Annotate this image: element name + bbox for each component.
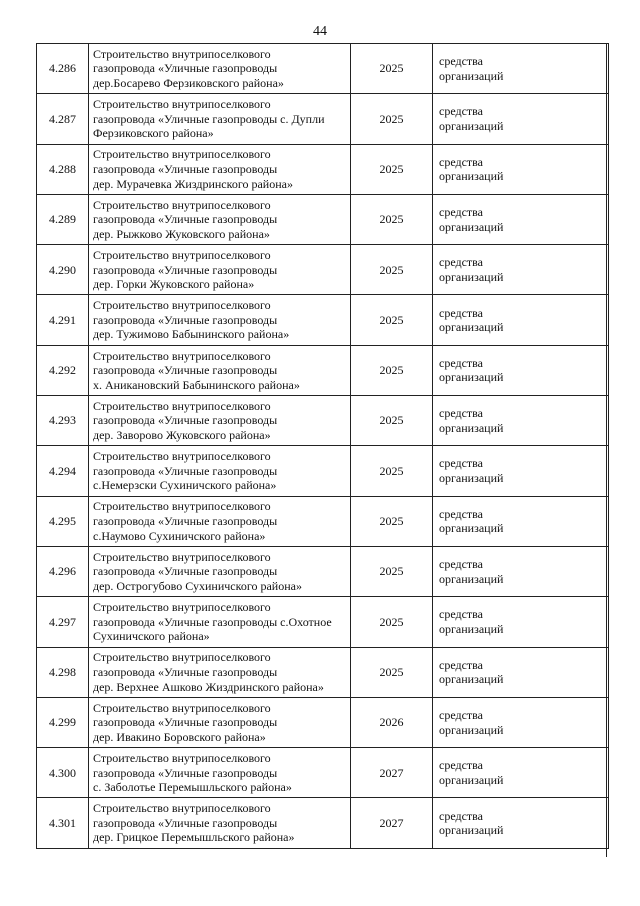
gas-pipeline-table [36,43,609,849]
table-row [37,496,609,546]
description-line: х. Аникановский Бабынинского района» [93,377,300,392]
funding-source-line: организаций [439,370,504,385]
funding-source-line: организаций [439,420,504,435]
description-line: Строительство внутрипоселкового [93,247,271,262]
table-row [37,748,609,798]
description-line: Строительство внутрипоселкового [93,600,271,615]
completion-year: 2025 [351,647,433,697]
description-line: Строительство внутрипоселкового [93,97,271,112]
description-line: дер. Заворово Жуковского района» [93,428,271,443]
project-description [89,295,351,345]
funding-source-line: организаций [439,823,504,838]
funding-source [433,597,609,647]
description-line: Строительство внутрипоселкового [93,46,271,61]
funding-source-line: средства [439,305,484,320]
description-line: дер. Горки Жуковского района» [93,277,255,292]
row-number: 4.291 [37,295,89,345]
funding-source-line: организаций [439,471,504,486]
description-line: дер. Мурачевка Жиздринского района» [93,176,293,191]
description-line: газопровода «Уличные газопроводы с.Охотное [93,614,332,629]
completion-year: 2025 [351,295,433,345]
description-line: газопровода «Уличные газопроводы [93,212,278,227]
completion-year: 2027 [351,748,433,798]
funding-source-line: средства [439,104,484,119]
completion-year: 2025 [351,546,433,596]
description-line: газопровода «Уличные газопроводы [93,664,278,679]
description-line: газопровода «Уличные газопроводы [93,363,278,378]
completion-year: 2025 [351,245,433,295]
description-line: Строительство внутрипоселкового [93,750,271,765]
table-body [37,44,609,849]
funding-source-line: организаций [439,269,504,284]
funding-source [433,798,609,848]
funding-source-line: средства [439,54,484,69]
description-line: газопровода «Уличные газопроводы [93,715,278,730]
funding-source-line: организаций [439,169,504,184]
row-number: 4.287 [37,94,89,144]
funding-source-line: средства [439,607,484,622]
funding-source-line: средства [439,456,484,471]
description-line: Строительство внутрипоселкового [93,650,271,665]
description-line: с.Наумово Сухиничского района» [93,528,266,543]
row-number: 4.286 [37,44,89,94]
description-line: газопровода «Уличные газопроводы [93,815,278,830]
project-description [89,194,351,244]
description-line: Строительство внутрипоселкового [93,147,271,162]
funding-source-line: организаций [439,320,504,335]
table-row [37,245,609,295]
completion-year: 2025 [351,396,433,446]
table-row [37,647,609,697]
project-description [89,44,351,94]
row-number: 4.299 [37,697,89,747]
funding-source-line: средства [439,808,484,823]
description-line: газопровода «Уличные газопроводы [93,564,278,579]
funding-source-line: средства [439,506,484,521]
funding-source-line: средства [439,707,484,722]
project-description [89,446,351,496]
description-line: дер. Рыжково Жуковского района» [93,226,270,241]
funding-source-line: организаций [439,621,504,636]
funding-source [433,194,609,244]
table-row [37,697,609,747]
funding-source-line: средства [439,758,484,773]
funding-source [433,496,609,546]
project-description [89,496,351,546]
project-description [89,396,351,446]
description-line: дер. Острогубово Сухиничского района» [93,578,302,593]
description-line: газопровода «Уличные газопроводы [93,161,278,176]
description-line: с.Немерзски Сухиничского района» [93,478,277,493]
row-number: 4.295 [37,496,89,546]
description-line: газопровода «Уличные газопроводы [93,413,278,428]
funding-source-line: средства [439,557,484,572]
table-row [37,44,609,94]
description-line: Строительство внутрипоселкового [93,801,271,816]
funding-source-line: организаций [439,722,504,737]
completion-year: 2025 [351,597,433,647]
project-description [89,647,351,697]
description-line: газопровода «Уличные газопроводы с. Дупли [93,111,325,126]
completion-year: 2027 [351,798,433,848]
table-row [37,546,609,596]
table-row [37,798,609,848]
row-number: 4.293 [37,396,89,446]
funding-source [433,44,609,94]
project-description [89,697,351,747]
funding-source [433,245,609,295]
project-description [89,245,351,295]
row-number: 4.290 [37,245,89,295]
funding-source [433,697,609,747]
funding-source-line: организаций [439,521,504,536]
row-number: 4.301 [37,798,89,848]
completion-year: 2025 [351,44,433,94]
funding-source [433,94,609,144]
funding-source [433,345,609,395]
completion-year: 2025 [351,446,433,496]
description-line: Строительство внутрипоселкового [93,499,271,514]
funding-source-line: организаций [439,672,504,687]
description-line: газопровода «Уличные газопроводы [93,463,278,478]
completion-year: 2025 [351,345,433,395]
funding-source-line: организаций [439,68,504,83]
funding-source-line: организаций [439,772,504,787]
project-description [89,597,351,647]
description-line: Строительство внутрипоселкового [93,700,271,715]
description-line: газопровода «Уличные газопроводы [93,61,278,76]
table-row [37,295,609,345]
table-row [37,597,609,647]
completion-year: 2025 [351,496,433,546]
funding-source-line: средства [439,154,484,169]
completion-year: 2025 [351,144,433,194]
table-row [37,345,609,395]
description-line: Строительство внутрипоселкового [93,298,271,313]
funding-source-line: средства [439,406,484,421]
description-line: дер.Босарево Ферзиковского района» [93,75,284,90]
description-line: Ферзиковского района» [93,126,214,141]
right-rule [606,43,607,857]
project-description [89,94,351,144]
funding-source-line: средства [439,255,484,270]
description-line: газопровода «Уличные газопроводы [93,514,278,529]
table-row [37,396,609,446]
funding-source [433,546,609,596]
row-number: 4.300 [37,748,89,798]
description-line: дер. Тужимово Бабынинского района» [93,327,290,342]
funding-source-line: средства [439,657,484,672]
completion-year: 2026 [351,697,433,747]
project-description [89,798,351,848]
description-line: газопровода «Уличные газопроводы [93,312,278,327]
completion-year: 2025 [351,194,433,244]
funding-source [433,647,609,697]
row-number: 4.289 [37,194,89,244]
funding-source [433,396,609,446]
funding-source-line: организаций [439,571,504,586]
description-line: дер. Грицкое Перемышльского района» [93,830,295,845]
description-line: Сухиничского района» [93,629,210,644]
description-line: дер. Ивакино Боровского района» [93,729,266,744]
funding-source [433,748,609,798]
row-number: 4.296 [37,546,89,596]
description-line: с. Заболотье Перемышльского района» [93,780,292,795]
funding-source-line: организаций [439,219,504,234]
project-description [89,748,351,798]
row-number: 4.288 [37,144,89,194]
funding-source-line: организаций [439,118,504,133]
description-line: газопровода «Уличные газопроводы [93,262,278,277]
project-description [89,546,351,596]
table-row [37,94,609,144]
funding-source-line: средства [439,204,484,219]
description-line: Строительство внутрипоселкового [93,449,271,464]
description-line: Строительство внутрипоселкового [93,398,271,413]
row-number: 4.297 [37,597,89,647]
row-number: 4.292 [37,345,89,395]
project-description [89,345,351,395]
description-line: Строительство внутрипоселкового [93,348,271,363]
table-row [37,446,609,496]
page-number: 44 [313,24,327,39]
table-row [37,194,609,244]
description-line: Строительство внутрипоселкового [93,197,271,212]
row-number: 4.298 [37,647,89,697]
funding-source [433,144,609,194]
project-description [89,144,351,194]
description-line: дер. Верхнее Ашково Жиздринского района» [93,679,324,694]
funding-source-line: средства [439,355,484,370]
row-number: 4.294 [37,446,89,496]
funding-source [433,295,609,345]
description-line: газопровода «Уличные газопроводы [93,765,278,780]
table-row [37,144,609,194]
completion-year: 2025 [351,94,433,144]
description-line: Строительство внутрипоселкового [93,549,271,564]
funding-source [433,446,609,496]
